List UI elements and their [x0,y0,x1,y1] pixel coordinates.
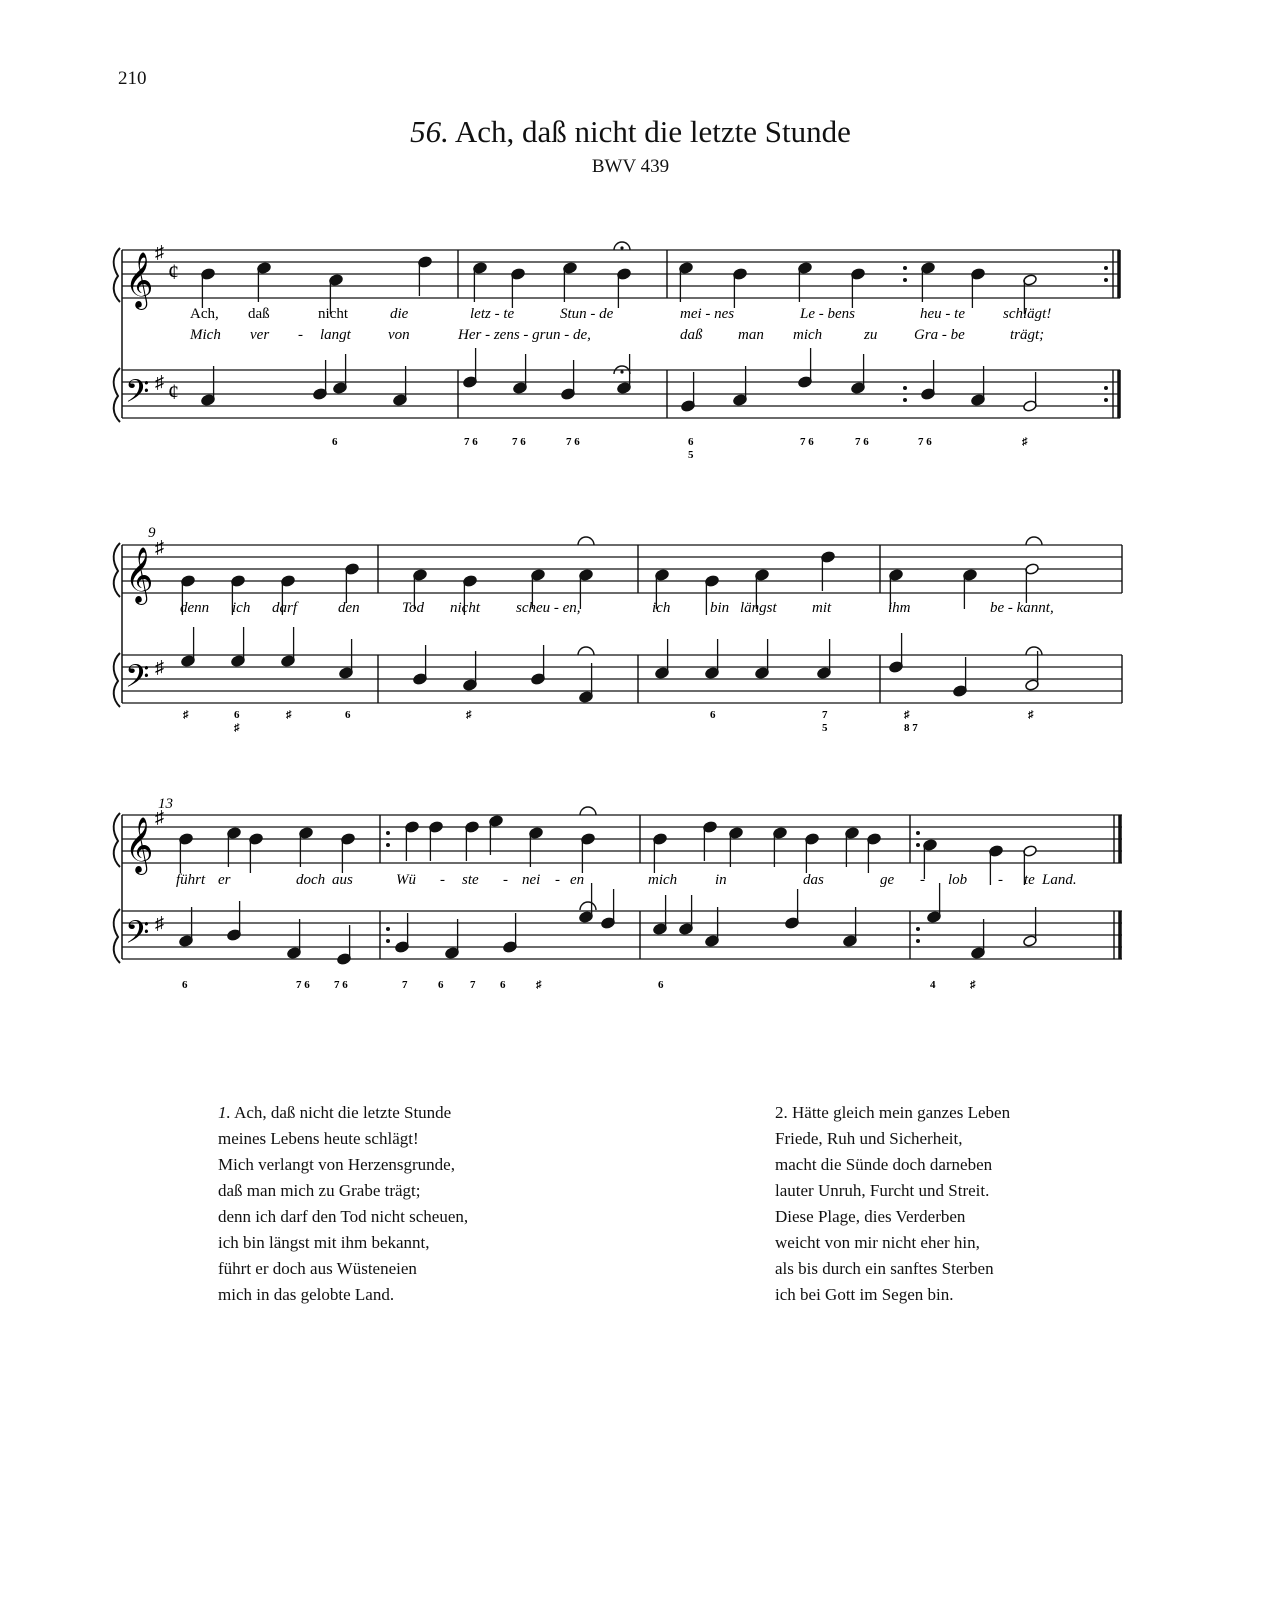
figure: ♯ [234,722,240,734]
bass-notes [201,348,1038,412]
figure: 6 [182,979,188,991]
bass-clef: 𝄢 [125,660,150,702]
measure-number: 9 [148,525,156,541]
figure: ♯ [536,979,542,991]
time-signature-alla-breve: ¢ [168,259,179,284]
verse-line [775,1100,1010,1126]
lyric-syllable: Tod [402,600,424,616]
verse-line: meines Lebens heute schlägt! [218,1129,419,1148]
treble-staff [122,545,1122,593]
figure: 6 [710,709,716,721]
lyric-syllable: Ach, [190,306,219,322]
lyric-syllable: darf [272,600,298,616]
figure: 6 [234,709,240,721]
lyric-syllable: er [218,872,231,888]
lyric-syllable: - [998,872,1003,888]
figured-bass [183,709,1034,734]
lyrics-verse-1 [180,600,1054,616]
treble-clef: 𝄞 [125,549,154,602]
figure: 4 [930,979,936,991]
lyric-syllable: ge [880,872,895,888]
figure: 6 [500,979,506,991]
lyric-syllable: scheu - en, [516,600,581,616]
figure: 7 6 [464,436,478,448]
lyric-syllable: längst [740,600,777,616]
verse-line: Friede, Ruh und Sicherheit, [775,1129,963,1148]
lyric-syllable: en [570,872,585,888]
verse-number: 1. [218,1103,231,1122]
lyrics-verse-2 [189,327,1044,343]
lyric-syllable: daß [248,306,270,322]
fermata [578,537,1042,655]
figure: 7 6 [512,436,526,448]
system-brace [114,248,122,422]
lyric-syllable: von [388,327,410,343]
key-signature-sharp: ♯ [155,807,164,827]
figure: 7 [822,709,828,721]
lyric-syllable: doch [296,872,326,888]
time-signature-alla-breve: ¢ [168,379,179,404]
figure: ♯ [183,709,189,721]
verse-1 [218,1100,468,1308]
catalog-number: BWV 439 [591,156,670,177]
lyric-syllable: be - kannt, [990,600,1054,616]
lyric-syllable: führt [176,872,206,888]
verse-number: 2. [775,1103,788,1122]
lyric-syllable: trägt; [1010,327,1045,343]
figure: 6 [345,709,351,721]
verse-text: Ach, daß nicht die letzte Stunde [234,1103,452,1122]
figure: 6 [438,979,444,991]
figure: 7 [402,979,408,991]
verse-line: als bis durch ein sanftes Sterben [775,1259,994,1278]
verse-line: macht die Sünde doch darneben [775,1155,993,1174]
bass-clef: 𝄢 [125,375,150,417]
bass-notes [181,627,1040,703]
lyric-syllable: schlägt! [1003,306,1052,322]
lyric-syllable: zu [864,327,878,343]
system-3 [0,792,1261,1012]
lyric-syllable: das [803,872,824,888]
lyric-syllable: nicht [450,600,480,616]
figure: 7 6 [334,979,348,991]
verse-line: mich in das gelobte Land. [218,1285,395,1304]
lyric-syllable: mich [648,872,678,888]
lyrics-verse-1 [190,306,1051,322]
verse-line: lauter Unruh, Furcht und Streit. [775,1181,990,1200]
lyric-syllable: in [715,872,727,888]
lyric-syllable: nicht [318,306,348,322]
lyric-syllable: - [920,872,925,888]
figure: 6 [658,979,664,991]
lyric-syllable: Stun - de [560,306,614,322]
hymn-title: Ach, daß nicht die letzte Stunde [454,114,851,149]
verse-line: Mich verlangt von Herzensgrunde, [218,1155,455,1174]
key-signature-sharp: ♯ [155,913,164,933]
figured-bass [332,436,1028,461]
hymn-number: 56. [410,114,449,149]
figure: ♯ [1022,436,1028,448]
bass-notes [179,883,1038,965]
lyric-syllable: - [440,872,445,888]
figure: 7 6 [566,436,580,448]
figure: 7 6 [918,436,932,448]
lyric-syllable: Wü [396,872,416,888]
figure: 7 6 [855,436,869,448]
lyric-syllable: ver [250,327,270,343]
page-number: 210 [118,68,147,89]
lyric-syllable: nei [522,872,541,888]
lyric-syllable: Her - zens - grun - de, [458,327,591,343]
lyric-syllable: lob [948,872,968,888]
lyric-syllable: die [390,306,409,322]
page-title [0,114,1261,150]
treble-clef: 𝄞 [125,254,154,307]
verse-line: ich bei Gott im Segen bin. [775,1285,954,1304]
lyric-syllable: mei - nes [680,306,735,322]
measure-number: 13 [158,796,173,812]
figure: 7 6 [800,436,814,448]
lyric-syllable: ich [232,600,251,616]
verse-2 [775,1100,1010,1308]
verse-line [218,1100,468,1126]
system-2 [0,520,1261,740]
key-signature-sharp: ♯ [155,372,164,392]
bass-staff [122,655,1122,703]
lyric-syllable: denn [180,600,210,616]
figure: 5 [822,722,828,734]
verse-line: denn ich darf den Tod nicht scheuen, [218,1207,469,1226]
lyric-syllable: heu - te [920,306,965,322]
lyric-syllable: Mich [190,327,221,343]
bass-clef: 𝄢 [125,916,150,958]
verse-line: führt er doch aus Wüsteneien [218,1259,417,1278]
figure: ♯ [904,709,910,721]
fermata-dot [620,246,623,249]
figured-bass [182,979,976,991]
treble-notes [181,551,1040,615]
system-1 [0,230,1261,470]
figure: ♯ [286,709,292,721]
bass-staff [122,370,1120,418]
lyric-syllable: Gra - be [914,327,965,343]
lyric-syllable: te [1024,872,1035,888]
lyric-syllable: mit [812,600,832,616]
lyric-syllable: daß [680,327,703,343]
figure: 7 [470,979,476,991]
lyric-syllable: bin [710,600,730,616]
key-signature-sharp: ♯ [155,657,164,677]
lyric-syllable: mich [793,327,823,343]
lyric-syllable: langt [320,327,351,343]
lyric-syllable: ihm [888,600,911,616]
lyric-syllable: letz - te [470,306,515,322]
lyric-syllable: den [338,600,360,616]
lyric-syllable: man [738,327,764,343]
verse-text: Hätte gleich mein ganzes Leben [792,1103,1011,1122]
fermata-dot [620,370,623,373]
lyric-syllable: Land. [1042,872,1077,888]
lyric-syllable: Le - bens [800,306,855,322]
figure: 5 [688,449,694,461]
figure: ♯ [466,709,472,721]
verse-line: weicht von mir nicht eher hin, [775,1233,980,1252]
lyric-syllable: ste [462,872,479,888]
lyric-syllable: - [555,872,560,888]
treble-staff [122,815,1122,863]
system-brace [114,813,122,963]
figure: 7 6 [296,979,310,991]
lyric-syllable: ich [652,600,671,616]
lyric-syllable: - [298,327,303,343]
figure: ♯ [970,979,976,991]
key-signature-sharp: ♯ [155,537,164,557]
verse-line: ich bin längst mit ihm bekannt, [218,1233,430,1252]
lyric-syllable: aus [332,872,353,888]
verse-line: Diese Plage, dies Verderben [775,1207,966,1226]
figure: 6 [688,436,694,448]
lyrics-verse-1 [176,872,1077,888]
key-signature-sharp: ♯ [155,242,164,262]
figure: ♯ [1028,709,1034,721]
figure: 6 [332,436,338,448]
lyric-syllable: - [503,872,508,888]
system-brace [114,543,122,707]
verse-line: daß man mich zu Grabe trägt; [218,1181,421,1200]
figure: 8 7 [904,722,918,734]
treble-clef: 𝄞 [125,819,154,872]
